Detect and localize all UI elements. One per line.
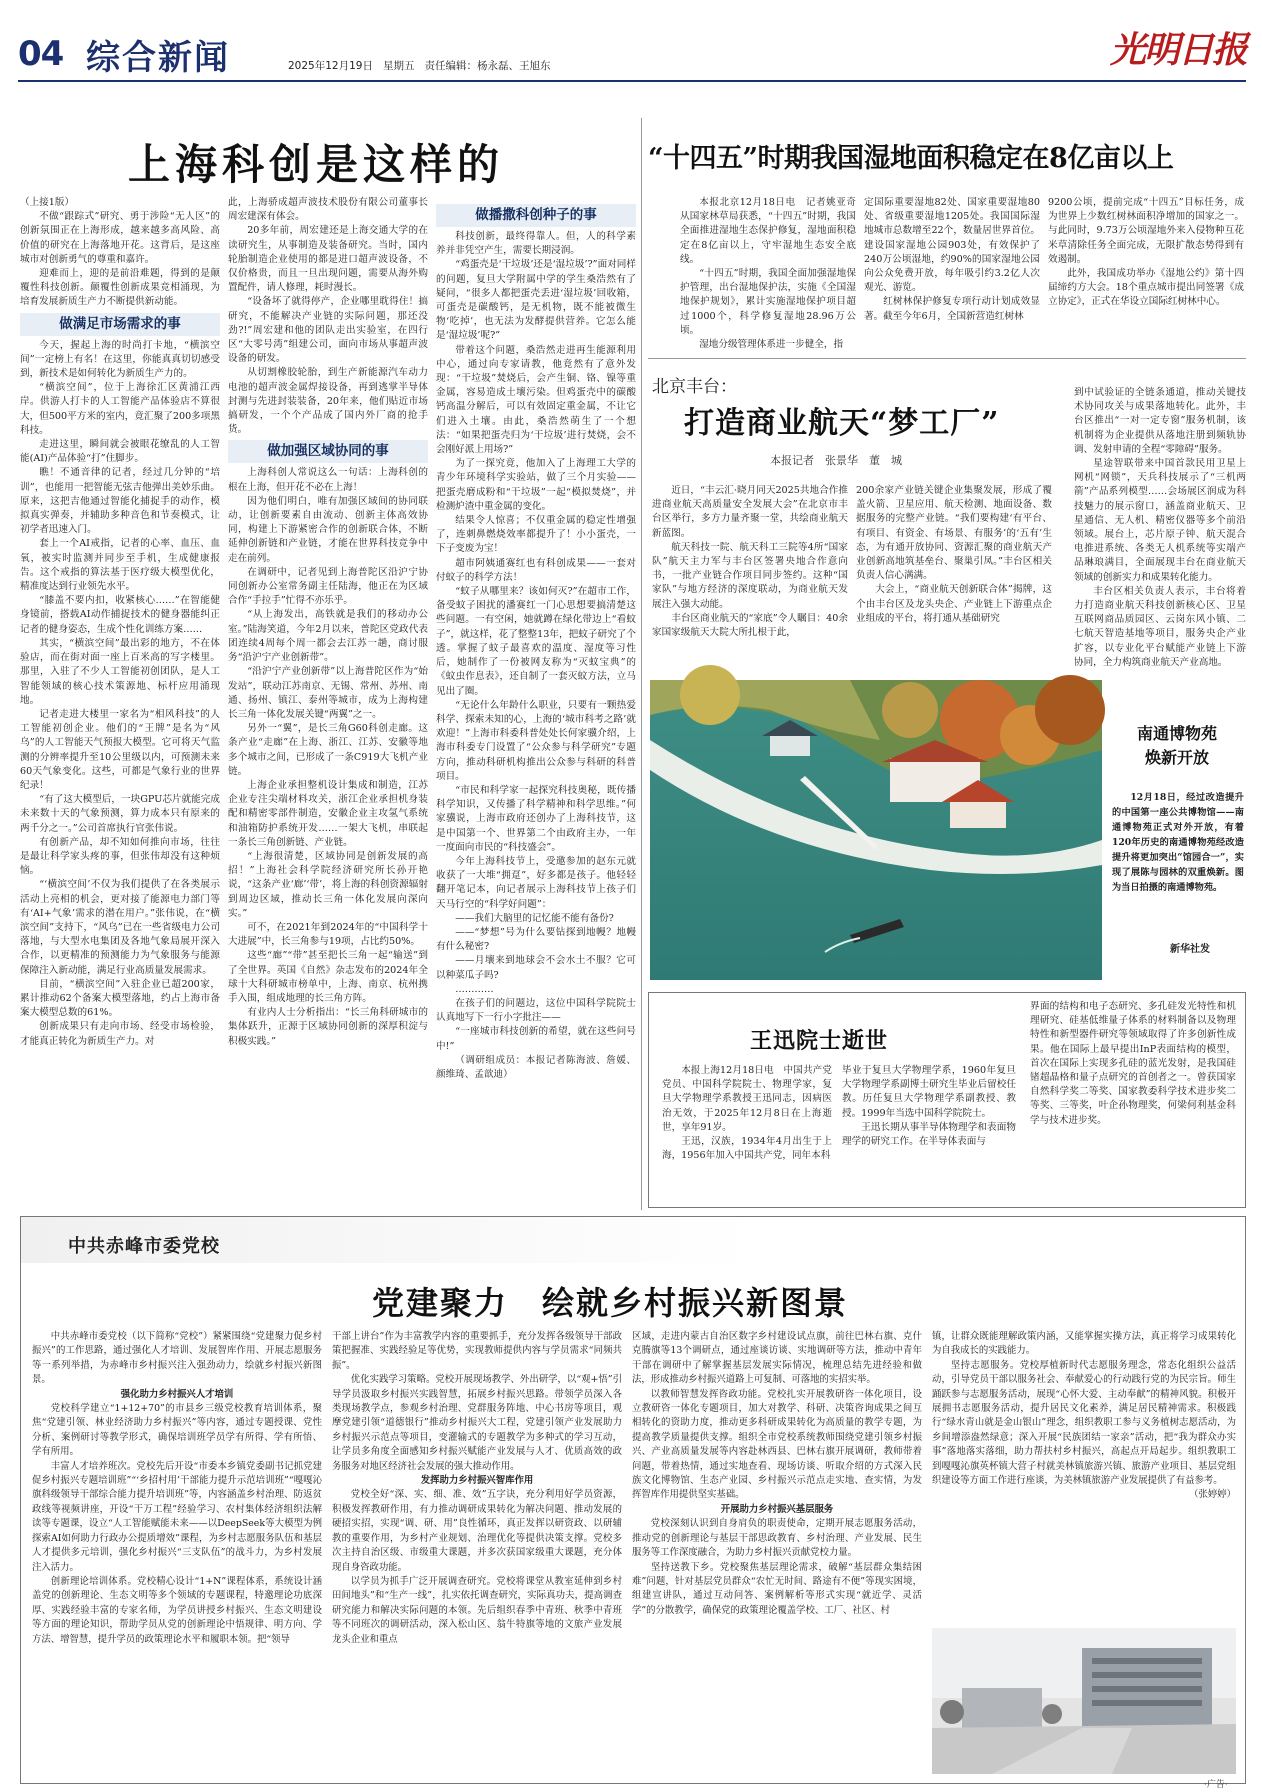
para: 丰台区商业航天的“家底”令人瞩目：40余家国家级航天大院大所扎根于此， (652, 612, 848, 639)
divider (648, 358, 1246, 359)
section-heading: 开展助力乡村振兴基层服务 (720, 1503, 834, 1515)
para: 因为他们明白，唯有加强区域间的协同联动，让创新要素自由流动、创新主体高效协同，构建上下游紧密合作的创新联合体，不断延伸创新链和产业链，才能在世界科技竞争中走在前列。 (228, 495, 428, 564)
para: 200余家产业链关键企业集聚发展，形成了覆盖火箭、卫星应用、航天检测、地面设备、数据服务的完整产业链。“我们要构建‘有平台、有项目、有资金、有场景、有服务’的‘五有’生态，为有通开放协同、资源汇聚的商业航天产业创新高地筑基垒台、聚巢引凤。”丰台区相关负责人信心满满。 (856, 485, 1052, 582)
para: （上接1版） (20, 197, 75, 208)
para: “沿沪宁产业创新带”以上海普陀区作为“始发站”，联动江苏南京、无锡、常州、苏州、南通、扬州、镇江、泰州等城市，成为上海构建长三角一体化发展关键“两翼”之一。 (228, 666, 428, 720)
para: （张婷婷） (1189, 1489, 1236, 1501)
para: 创新理论培训体系。党校精心设计“1+N”课程体系，系统设计涵盖党的创新理论、生态文明等多个领域的专题课程，特邀理论功底深厚、实践经验丰富的专家名师，为学员讲授乡村振兴、生态文明建设等方面的理论知识，帮助学员从党的创新理论中悟规律、明方向、学方法、增智慧，提升学员的政策理论水平和履职本领。把“领导 (32, 1575, 322, 1645)
subhead-market: 做满足市场需求的事 (20, 313, 220, 336)
para: 为了一探究竟，他加入了上海理工大学的青少年环境科学实验站，做了三个月实验——把蛋壳磨成粉和“干垃圾”一起“模拟焚烧”，并检测炉渣中重金属的变化。 (436, 458, 636, 512)
party-school-photo (932, 1628, 1236, 1774)
para: 区域，走进内蒙古自治区数字乡村建设试点旗，前往巴林右旗、克什克腾旗等13个调研点，通过座谈访谈、实地调研等方法，推动中青年干部在调研中了解掌握基层发展实际情况，梳理总结先进经验和做法，形成推动乡村振兴道路上可复制、可落地的实招实举。 (632, 1331, 922, 1386)
para: 本报北京12月18日电 记者姚亚奇 从国家林草局获悉，“十四五”时期，我国全面推进湿地生态保护修复，湿地面积稳定在8亿亩以上，守牢湿地生态安全底线。 (680, 197, 856, 265)
article5-title: 王迅院士逝世 (750, 1028, 889, 1054)
para: 另外一“翼”，是长三角G60科创走廊。这条产业“走廊”在上海、浙江、江苏、安徽等地多个城市之间，已形成了一条C919大飞机产业链。 (228, 723, 428, 777)
para: 9200公顷，提前完成“十四五”目标任务，成为世界上少数红树林面积净增加的国家之一。与此同时，9.73万公顷湿地外来入侵物种互花米草清除任务全面完成，无限扩散态势得到有效遏制。 (1048, 197, 1244, 265)
para: 党校深刻认识到自身肩负的职责使命，定期开展志愿服务活动，推动党的创新理论与基层干部思政教育、乡村治理、产业发展、民生服务等工作深度融合，为助力乡村振兴贡献党校力量。 (632, 1518, 922, 1559)
para: “无论什么年龄什么职业，只要有一颗热爱科学、探索未知的心，上海的‘城市科考之路’就欢迎！”上海市科委科普处处长何家骥介绍，上海市科委专门设置了“公众参与科学研究”专题方向，推动科研机构推出公众参与科研的科普项目。 (436, 699, 636, 782)
party-school-col2 (332, 1330, 622, 1778)
para: 王迅，汉族，1934年4月出生于上海，1956年加入中国共产党，同年本科 (662, 1136, 832, 1162)
para: “有了这大模型后，一块GPU芯片就能完成未来数十天的气象预测，算力成本只有原来的两千分之一。”公司首席执行官张伟说。 (20, 794, 220, 834)
para: 航天科技一院、航天科工三院等4所“国家队”航天主力军与丰台区签署央地合作意向书，一批产业链合作项目同步签约。这种“国家队”与地方经济的深度联动，为商业航天发展注入强大动能。 (652, 541, 848, 610)
article5-col2 (842, 1064, 1016, 1202)
para: 上海科创人常说这么一句话：上海科创的根在上海，但开花不必在上海！ (228, 467, 428, 493)
article5-col1 (662, 1064, 832, 1202)
para: 20多年前，周宏建还是上海交通大学的在读研究生，从事制造及装备研究。当时，国内轮胎制造企业使用的都是进口超声波设备，不仅价格贵，而且一旦出现问题，需要从海外购置配件，请人修理，耗时漫长。 (228, 225, 428, 294)
article5-col3 (1030, 1000, 1236, 1202)
para: 以学员为抓手广泛开展调查研究。党校将课堂从教室延伸到乡村田间地头”和“生产一线”，扎实依托调查研究，实际真功夫，提高调查研究能力和解决实际问题的本领。先后组织春季中青班、秋季中青班等不同班次的调研活动，深入松山区、翁牛特旗等地的文旅产业发展龙头企业和重点 (332, 1575, 622, 1645)
para: 上海企业承担整机设计集成和制造，江苏企业专注尖端材料攻关，浙江企业承担机身装配和精密零部件制造，安徽企业主攻氢气系统和油箱防护系统开发……一架大飞机，串联起一条长三角创新链、产业链。 (228, 779, 428, 848)
para: 创新成果只有走向市场、经受市场检验，才能真正转化为新质生产力。对 (20, 1021, 220, 1047)
para: “从上海发出，高铁就是我们的移动办公室。”陆海笑道，今年2月以来，普陀区党政代表团连续4周每个周一都会去江苏一趟，商讨服务“沿沪宁产业创新带”。 (228, 609, 428, 664)
para: 带着这个问题，桑浩然走进再生能源利用中心，通过向专家请教，他竟然有了意外发现：“干垃圾”焚烧后，会产生铜、铬、镍等重金属，容易造成土壤污染。但鸡蛋壳中的碳酸钙高温分解后，可以有效固定重金属，不让它们进入土壤。由此，桑浩然萌生了一个想法：“如果把蛋壳归为‘干垃圾’进行焚烧，会不会刚好派上用场?” (436, 344, 636, 456)
para: “上海很清楚，区域协同是创新发展的高招！”上海社会科学院经济研究所长孙开艳说，“这条产业‘廊’‘带’，将上海的科创资源辐射到周边区域，推动长三角一体化发展向深向实。” (228, 850, 428, 919)
article3-col2 (856, 484, 1052, 634)
para: “设备坏了就得停产，企业哪里耽得住！搞研究，不能解决产业链的实际问题，那还没劲?!”周宏建和他的团队走出实验室，在四行区“大零号湾”组建公司，面向市场从事超声波设备的研发。 (228, 296, 428, 365)
para: 干部上讲台”作为丰富教学内容的重要抓手，充分发挥各级领导干部政策把握准、实践经验足等优势，实现教师提供内容与学员需求“同频共振”。 (332, 1331, 622, 1371)
section-heading: 强化助力乡村振兴人才培训 (120, 1388, 234, 1400)
article2-col1 (680, 196, 856, 354)
photo-credit: 新华社发 (1170, 944, 1210, 955)
para: 走进这里，瞬间就会被眼花缭乱的人工智能(AI)产品体验“打”住脚步。 (20, 439, 220, 465)
article3-title: 打造商业航天“梦工厂” (684, 406, 1000, 441)
school-building-photo-icon (932, 1628, 1236, 1774)
para: 大会上，“商业航天创新联合体”揭牌，这个由丰台区及龙头央企、产业链上下游重点企业组成的平台，将打通从基础研究 (856, 584, 1052, 624)
vertical-divider (641, 118, 642, 1210)
para: 丰富人才培养班次。党校先后开设“市委本乡镇党委副书记抓党建促乡村振兴专题培训班”“‘乡招村用’干部能力提升示范培训班”“嘎嘎沁旗科级领导干部综合能力提升培训班”等，内容涵盖乡村治理、防返贫政线等视频讲座，开设“干万工程”经验学习、农村集体经济组织法解读等专题课，设立“人工智能赋能未来——以DeepSeek等大模型为例探索AI如何助力行政办公提质增效”课程，为乡村志愿服务队伍和基层人才提供多元培训，强化乡村振兴“三支队伍”的战斗力，为乡村发展注入活力。 (32, 1460, 322, 1573)
para: 可不，在2021年到2024年的“中国科学十大进展”中，长三角参与19项，占比约50%。 (228, 921, 428, 948)
para: 在孩子们的问题边，这位中国科学院院士认真地写下一行小字批注—— (436, 997, 636, 1024)
subhead-seeds: 做播撒科创种子的事 (436, 204, 636, 227)
article3-byline: 本报记者 张景华 董 城 (770, 454, 902, 467)
para: 以教师智慧发挥咨政功能。党校扎实开展教研咨一体化项目，设立教研咨一体化专题项目，加大对教学、科研、决策咨询成果之间互相转化的资助力度，推动更多科研成果转化为高质量的教学专题，为提高教学质量提供支撑。组织全市党校系统教师围绕党建引领乡村振兴、产业高质量发展等内容赴林西县、巴林右旗开展调研，教师带着问题，带着热情，通过实地查看、现场访谈、听取介绍的方式深入民族文化博物馆、生态产业园、乡村振兴示范点走实地、查实情，为发挥智库作用提供坚实基础。 (632, 1388, 922, 1501)
para: 毕业于复旦大学物理学系，1960年复旦大学物理学系副博士研究生毕业后留校任教。历任复旦大学物理学系副教授、教授。1999年当选中国科学院院士。 (842, 1065, 1016, 1119)
museum-lake-photo-icon (650, 680, 1102, 980)
para: 红树林保护修复专项行动计划成效显著。截至今年6月，全国新营造红树林 (864, 296, 1040, 322)
para: 不做“跟踪式”研究、勇于涉险“无人区”的创新氛围正在上海形成，越来越多高风险、高价值的研究在上海落地开花。这背后，是这座城市对创新勇气的尊重和嘉许。 (20, 211, 220, 265)
article2-col2 (864, 196, 1040, 354)
para: 到中试验证的全链条通道，推动关键技术协同攻关与成果落地转化。此外，丰台区推出“一对一定专窗”服务机制，该机制将为企业提供从落地注册到频轨协调、发射申请的全程“零障碍”服务。 (1074, 387, 1246, 455)
para: “‘横滨空间’不仅为我们提供了在各类展示活动上亮相的机会，更对接了能源电力部门等有‘AI+气象’需求的潜在用户。”张伟说，在“横滨空间”支持下，“风乌”已在一些省级电力公司落地，与大型水电集团及各地气象局展开深入合作，以更精准的预测能力为气象服务与能源保障注入新动能，满足行业高质量发展需求。 (20, 879, 220, 976)
section-name: 综合新闻 (86, 38, 230, 78)
page-number: 04 (18, 34, 64, 74)
para: 本报上海12月18日电 中国共产党党员、中国科学院院士、物理学家，复旦大学物理学系教授王迅同志，因病医治无效，于2025年12月8日在上海逝世，享年91岁。 (662, 1065, 832, 1133)
para: （调研组成员：本报记者陈海波、詹媛、颜维琦、孟歆迪） (436, 1054, 636, 1080)
party-school-org: 中共赤峰市委党校 (68, 1236, 220, 1257)
para: 此，上海骄成超声波技术股份有限公司董事长周宏建深有体会。 (228, 197, 428, 223)
para: 瞧！不通音律的记者，经过几分钟的“培训”，也能用一把智能无弦吉他弹出美妙乐曲。原来，这把吉他通过智能化捕捉手的动作，模拟真实弹奏，并辅助多种音色和节奏模式，让初学者迅速入门。 (20, 467, 220, 536)
para: “横滨空间”，位于上海徐汇区黄浦江西岸。供游人打卡的人工智能产品体验店不算很大，但500平方米的室内，竟汇聚了200多项黑科技。 (20, 382, 220, 436)
issue-date (288, 58, 550, 73)
para: 界面的结构和电子态研究、多孔硅发光特性和机理研究、硅基低维量子体系的材料制备以及物理特性和新型器件研究等领域取得了许多创新性成果。他在国际上最早提出InP表面结构的模型，首次在国际上实现多孔硅的蓝光发射，是我国硅锗超晶格和量子点研究的首创者之一。曾获国家自然科学奖二等奖、国家教委科学技术进步奖二等奖、三等奖，叶企孙物理奖，何梁何利基金科学与技术进步奖。 (1030, 1001, 1236, 1126)
museum-title: 南通博物苑 焕新开放 (1136, 724, 1217, 767)
para: “鸡蛋壳是‘干垃圾’还是‘湿垃圾’?”面对同样的问题，复旦大学附属中学的学生桑浩然有了疑问，“很多人都把蛋壳丢进‘湿垃圾’回收箱，可蛋壳是碳酸钙，是无机物，既不能被微生物‘吃掉’，也无法为发酵提供营养。它怎么能是‘湿垃圾’呢?” (436, 259, 636, 342)
para: ——我们大脑里的记忆能不能有备份? (455, 912, 614, 924)
para: “一座城市科技创新的希望，就在这些问号中!” (436, 1026, 636, 1052)
date-text: 2025年12月19日 (288, 60, 373, 72)
para: 星途智联带来中国首款民用卫星上网机“网锁”，天兵科技展示了“三机两箭”产品系列模型……会场展区润成为科技魅力的展示窗口，涵盖商业航天、卫星通信、无人机、精密仪器等多个前沿领域。展台上，芯片原子钟、航天混合电推进系统、各类无人机系统等实端产品琳琅满目，全面展现丰台在商业航天领域的创新实力和成果转化能力。 (1074, 458, 1246, 583)
editor-text: 责任编辑：杨永磊、王旭东 (424, 60, 551, 72)
article2-col3 (1048, 196, 1244, 354)
para: 其实，“横滨空间”最出彩的地方，不在体验店，而在街对面一座上百米高的写字楼里。那里，入驻了不少人工智能初创团队，是人工智能领域的核心技术策源地、标杆应用涌现地。 (20, 637, 220, 706)
para: 有业内人士分析指出：“长三角科研城市的集体跃升，正源于区域协同创新的深厚积淀与积极实践。” (228, 1007, 428, 1047)
para: ………… (455, 983, 494, 995)
para: ——月壤来到地球会不会水土不服？它可以种菜瓜子吗? (436, 955, 636, 981)
para: 此外，我国成功举办《湿地公约》第十四届缔约方大会。18个重点城市提出同签署《成立协定》，正式在华设立国际红树林中心。 (1048, 268, 1244, 308)
article3-col1 (652, 484, 848, 639)
para: 丰台区相关负责人表示，丰台将着力打造商业航天科技创新核心区、卫星互联网商品质园区、云岗东风小镇、二七航天智造基地等项目，服务央企产业扩容，以专业化平台赋能产业链上下游协同，全力构筑商业航天产业高地。 (1074, 585, 1246, 668)
weekday-text: 星期五 (382, 60, 415, 72)
para: “十四五”时期，我国全面加强湿地保护管理，出台湿地保护法，实施《全国湿地保护规划》，累计实施湿地保护项目超过1000个，科学修复湿地28.96万公顷。 (680, 268, 856, 336)
masthead-logo: 光明日报 (1110, 29, 1247, 71)
header-rule (18, 80, 1246, 82)
para: 镇，让群众既能理解政策内涵，又能掌握实操方法，真正将学习成果转化为自我成长的实践能力。 (932, 1331, 1236, 1357)
para: ——“梦想”号为什么要钻探到地幔？地幔有什么秘密? (436, 926, 636, 953)
article2-title: “十四五”时期我国湿地面积稳定在8亿亩以上 (648, 143, 1174, 174)
para: 优化实践学习策略。党校开展现场教学、外出研学，以“观+悟”引导学员汲取乡村振兴实践智慧，拓展乡村振兴思路。带领学员深入各类现场教学点，参观乡村治理、党群服务阵地、中心书房等项目，观摩党建引领“道德银行”推动乡村振兴大工程，党建引领产业发展助力乡村振兴示范点等项目，变灌输式的专题教学为多种式的学习互动，让学员多角度全面感知乡村振兴赋能产业发展与人才、优质高效的政务服务对地区经济社会发展的强大推动作用。 (332, 1374, 622, 1472)
party-school-col1 (32, 1330, 322, 1778)
para: 迎难而上，迎的是前沿难题，得到的是颠覆性科技创新。颠覆性创新成果竞相涌现，为培育发展新质生产力不断提供新动能。 (20, 268, 220, 308)
para: 坚持送教下乡。党校聚焦基层理论需求，破解“基层群众集结困难”问题，针对基层党员群众“农忙无时间、路途有不便”等现实困境，组建宣讲队，通过互动问答、案例解析等形式实现“就近学、灵活学”的分散教学，确保党的政策理论覆盖学校、工厂、社区、村 (632, 1561, 922, 1616)
para: 目前，“横滨空间”入驻企业已超200家，累计推动62个备案大模型落地，约占上海市备案大模型总数的61%。 (20, 978, 220, 1019)
para: 定国际重要湿地82处、国家重要湿地80处、省级重要湿地1205处。我国国际湿地城市总数增至22个，数量居世界首位。建设国家湿地公园903处，有效保护了240万公顷湿地，约90%的国家湿地公园向公众免费开放，每年吸引约3.2亿人次观光、游览。 (864, 197, 1040, 294)
para: 王迅长期从事半导体物理学和表面物理学的研究工作。在半导体表面与 (842, 1121, 1016, 1148)
article1-col2 (228, 196, 428, 1236)
party-school-col3 (632, 1330, 922, 1778)
para: 有创新产品，却不知如何推向市场，往往是最让科学家头疼的事，但张伟却没有这种烦恼。 (20, 836, 220, 877)
para: “膝盖不要内扣，收紧核心……”在智能健身镜前，搭载AI动作捕捉技术的健身器能纠正记者的健身姿态，生成个性化训练方案…… (20, 595, 220, 635)
para: 党校全好“深、实、细、准、效”五字诀，充分利用好学员资源，积极发挥教研作用，有力推动调研成果转化为解决问题、推动发展的硬招实招，实现“调、研、用”良性循环，真正发挥以研资政、以研辅教的重要作用，为乡村产业规划、治理优化等提供决策支撑。党校多次主持自治区级、市级重大课题，并多次获国家级重大课题，充分体现自身咨政功能。 (332, 1489, 622, 1573)
para: 超市阿姨通赛红也有科创成果——一套对付蚊子的科学方法！ (436, 557, 636, 583)
ad-mark: ·广告· (1204, 1780, 1228, 1790)
para: 今年上海科技节上，受邀参加的赵东元就收获了一大堆“拥趸”，好多都是孩子。他轻轻翻开笔记本，向记者展示上海科技节上孩子们天马行空的“科学好问题”： (436, 855, 636, 910)
subhead-region: 做加强区域协同的事 (228, 440, 428, 463)
para: 记者走进大楼里一家名为“相风科技”的人工智能初创企业。他们的“王牌”是名为“风乌”的人工智能天气预报大模型。它可将天气监测的分辨率提升至10公里级以内，可预测未来60天气象变化。这些，可都是气象行业的世界纪录！ (20, 708, 220, 791)
article3-col3 (1074, 386, 1246, 668)
party-school-col4 (932, 1330, 1236, 1620)
para: 结果令人惊喜；不仅重金属的稳定性增强了，连刺鼻燃烧效率都提升了！小小蛋壳，一下子变废为宝！ (436, 515, 636, 555)
article1-title: 上海科创是这样的 (128, 140, 505, 189)
para: 近日，“丰云汇·晓月同天2025共地合作推进商业航天高质量安全发展大会”在北京市丰台区举行，多方力量齐聚一堂，共绘商业航天新蓝图。 (652, 485, 848, 539)
para: 今天，握起上海的时尚打卡地，“横滨空间”一定榜上有名！在这里，你能真真切切感受到，新技术是如何转化为新质生产力的。 (20, 339, 220, 380)
museum-caption: 12月18日，经过改造提升的中国第一座公共博物馆——南通博物苑正式对外开放，有着120年历史的南通博物苑经改造提升将更加突出“馆园合一”，实现了展陈与园林的双重焕新。图为当日拍摄的南通博物苑。 (1112, 792, 1244, 893)
para: 套上一个AI戒指，记者的心率、血压、血氧，被实时监测并同步至手机，生成健康报告。这个戒指的算法基于医疗级大模型优化，精准度达到行业领先水平。 (20, 538, 220, 593)
para: 中共赤峰市委党校（以下简称“党校”）紧紧围绕“党建聚力促乡村振兴”的工作思路，通过强化人才培训、发展智库作用、开展志愿服务等一系列举措，为赤峰市乡村振兴注入强劲动力，绘就乡村振兴新图景。 (32, 1331, 322, 1386)
party-school-title: 党建聚力 绘就乡村振兴新图景 (372, 1284, 849, 1322)
article1-col3 (436, 196, 636, 1236)
museum-photo (650, 680, 1102, 980)
para: “蚊子从哪里来？该如何灭?”在超市工作，备受蚊子困扰的潘赛红一门心思想要搞清楚这些问题。一有空闲，她就蹲在绿化带边上“看蚊子”，就这样，花了整整13年，把蚊子研究了个透。掌握了蚊子最喜欢的温度、湿度等习性后，她制作了一份被网友称为“灭蚊宝典”的《蚊虫作息表》，还自制了一套灭蚊方法，立马见出了圈。 (436, 586, 636, 697)
para: 在调研中，记者见到上海普陀区沿沪宁协同创新办公室常务副主任陆海，他正在为区域合作“手拉手”忙得不亦乐乎。 (228, 566, 428, 607)
para: 这些“廊”“带”甚至把长三角一起“输送”到了全世界。英国《自然》杂志发布的2024年全球十大科研城市榜单中，上海、南京、杭州携手入围，组成地理的长三角方阵。 (228, 950, 428, 1004)
para: 党校科学建立“1+12+70”的市县乡三级党校教育培训体系，聚焦“党建引领、林业经济助力乡村振兴”等内容，通过专题授课、党性分析、案例研讨等教学形式，确保培训班学员学有所得、学有所悟、学有所用。 (32, 1403, 322, 1458)
section-heading: 发挥助力乡村振兴智库作用 (420, 1475, 534, 1487)
para: 坚持志愿服务。党校厚植新时代志愿服务理念，常态化组织公益活动，引导党员干部以服务社会、奉献爱心的行动践行党的为民宗旨。师生踊跃参与志愿服务活动，展现“心怀大爱、主动奉献”的精神风貌。积极开展拥书志愿服务活动，提升居民文化素养，满足居民精神需求。积极践行“绿水青山就是金山银山”理念，组织教职工参与义务植树志愿活动，为乡间增添盎然绿意；深入开展“民族团结一家亲”活动，把“我为群众办实事”落地落实落细，助力帮扶村乡村振兴，高起点开局起步。组织教职工到嘎嘎沁旗英杯镇大营子村就美林镇旅游兴镇、旅游产业项目、基层党组织建设等方面工作进行座谈，为美林镇旅游产业发展提供了有益参考。 (932, 1359, 1236, 1487)
article1-col1 (20, 196, 220, 1236)
para: 湿地分级管理体系进一步健全，指 (699, 339, 844, 351)
para: 从切割橡胶轮胎，到生产新能源汽车动力电池的超声波金属焊接设备，再到逃掌半导体封测与先进封装装备，20年来，他们贴近市场搞研发，一个个产品成了国内外厂商的抢手货。 (228, 367, 428, 436)
article3-kicker: 北京丰台： (652, 377, 737, 397)
para: 科技创新，最终得靠人。但，人的科学素养并非凭空产生，需要长期浸润。 (436, 231, 636, 257)
para: “市民和科学家一起探究科技奥秘，既传播科学知识，又传播了科学精神和科学思维。”何家骥说，上海市政府还创办了上海科技节，这是中国第一个、世界第二个由政府主办，一年一度面向市民的“科技盛会”。 (436, 784, 636, 853)
